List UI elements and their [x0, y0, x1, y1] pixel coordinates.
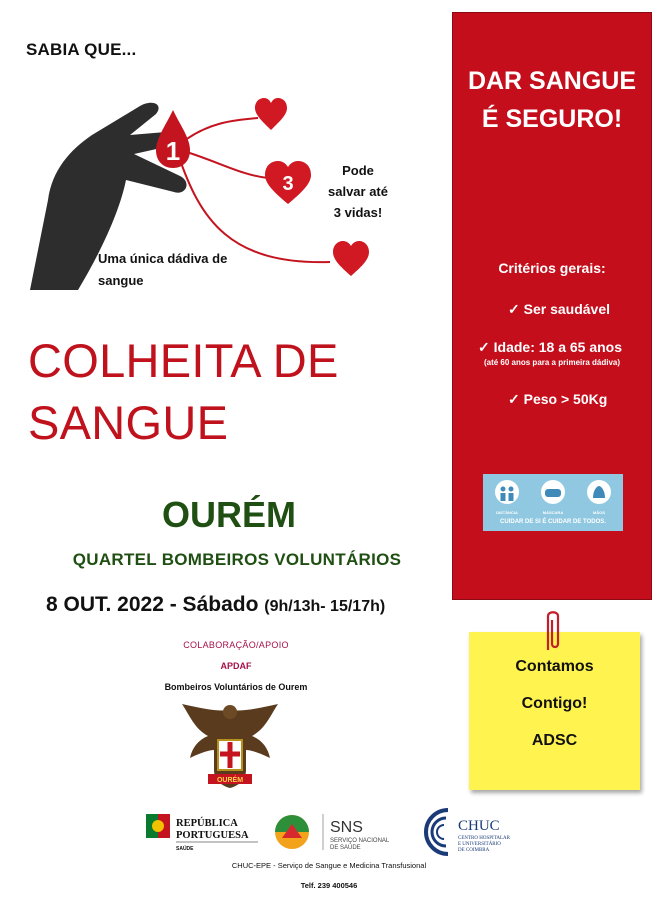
republica-portuguesa-logo — [146, 814, 258, 852]
criteria-item: ✓ Ser saudável — [508, 301, 611, 317]
covid-label-distance: DISTÂNCIA — [496, 510, 518, 515]
chuc-text: CHUC — [458, 818, 500, 834]
event-hours: (9h/13h- 15/17h) — [264, 598, 386, 615]
criteria-item: ✓ Peso > 50Kg — [508, 391, 608, 407]
sticky-note-text: Contamos Contigo! ADSC — [515, 658, 594, 749]
criteria-title: Critérios gerais: — [498, 260, 606, 276]
pode-salvar-text: Pode salvar até 3 vidas! — [328, 163, 388, 220]
check-icon: ✓ — [478, 339, 494, 355]
rep-line1: REPÚBLICA — [176, 818, 238, 829]
covid-icons — [483, 474, 623, 510]
sabia-heading: SABIA QUE... — [26, 40, 137, 59]
drop-number: 1 — [165, 136, 181, 166]
covid-safety-banner — [483, 474, 623, 531]
chuc-sub1: CENTRO HOSPITALAR — [458, 836, 510, 841]
crest-text: OURÉM — [216, 777, 244, 784]
chuc-sub2: E UNIVERSITÁRIO — [458, 842, 501, 847]
sns-sub2: DE SAÚDE — [330, 845, 361, 851]
unica-dadiva-text: Uma única dádiva de sangue — [98, 251, 228, 288]
criteria-item: ✓ Idade: 18 a 65 anos — [478, 339, 623, 355]
event-title: COLHEITA DE SANGUE — [28, 334, 339, 449]
heart-number: 3 — [282, 173, 294, 195]
event-venue: QUARTEL BOMBEIROS VOLUNTÁRIOS — [72, 550, 402, 569]
chuc-logo — [426, 810, 511, 854]
footer-service: CHUC-EPE - Serviço de Sangue e Medicina Transfusional — [231, 861, 427, 870]
sns-text: SNS — [330, 819, 363, 836]
support-org-apdaf: APDAF — [220, 661, 252, 671]
covid-banner-text: CUIDAR DE SI É CUIDAR DE TODOS. — [500, 519, 606, 525]
check-icon: ✓ — [508, 391, 524, 407]
partner-logos — [0, 800, 658, 860]
event-location: OURÉM — [162, 494, 296, 535]
heart-icon — [333, 241, 369, 276]
sns-sub1: SERVIÇO NACIONAL — [330, 838, 390, 844]
covid-label-mask: MÁSCARA — [542, 510, 564, 515]
chuc-sub3: DE COIMBRA — [458, 848, 490, 853]
footer-phone: Telf. 239 400546 — [300, 881, 358, 890]
covid-label-hands: MÃOS — [593, 510, 605, 515]
heart-icon — [255, 98, 287, 130]
bombeiros-crest-logo — [178, 700, 282, 792]
criteria-note: (até 60 anos para a primeira dádiva) — [483, 358, 621, 367]
rep-line3: SAÚDE — [176, 846, 194, 852]
check-icon: ✓ — [508, 301, 524, 317]
safety-title: DAR SANGUE É SEGURO! — [467, 67, 637, 133]
distance-icon — [495, 480, 519, 504]
support-org-bombeiros: Bombeiros Voluntários de Ourem — [164, 682, 308, 692]
sns-logo — [275, 814, 390, 851]
support-label: COLABORAÇÃO/APOIO — [183, 640, 289, 650]
event-date: 8 OUT. 2022 - Sábado (9h/13h- 15/17h) — [46, 593, 386, 616]
rep-line2: PORTUGUESA — [176, 830, 249, 841]
